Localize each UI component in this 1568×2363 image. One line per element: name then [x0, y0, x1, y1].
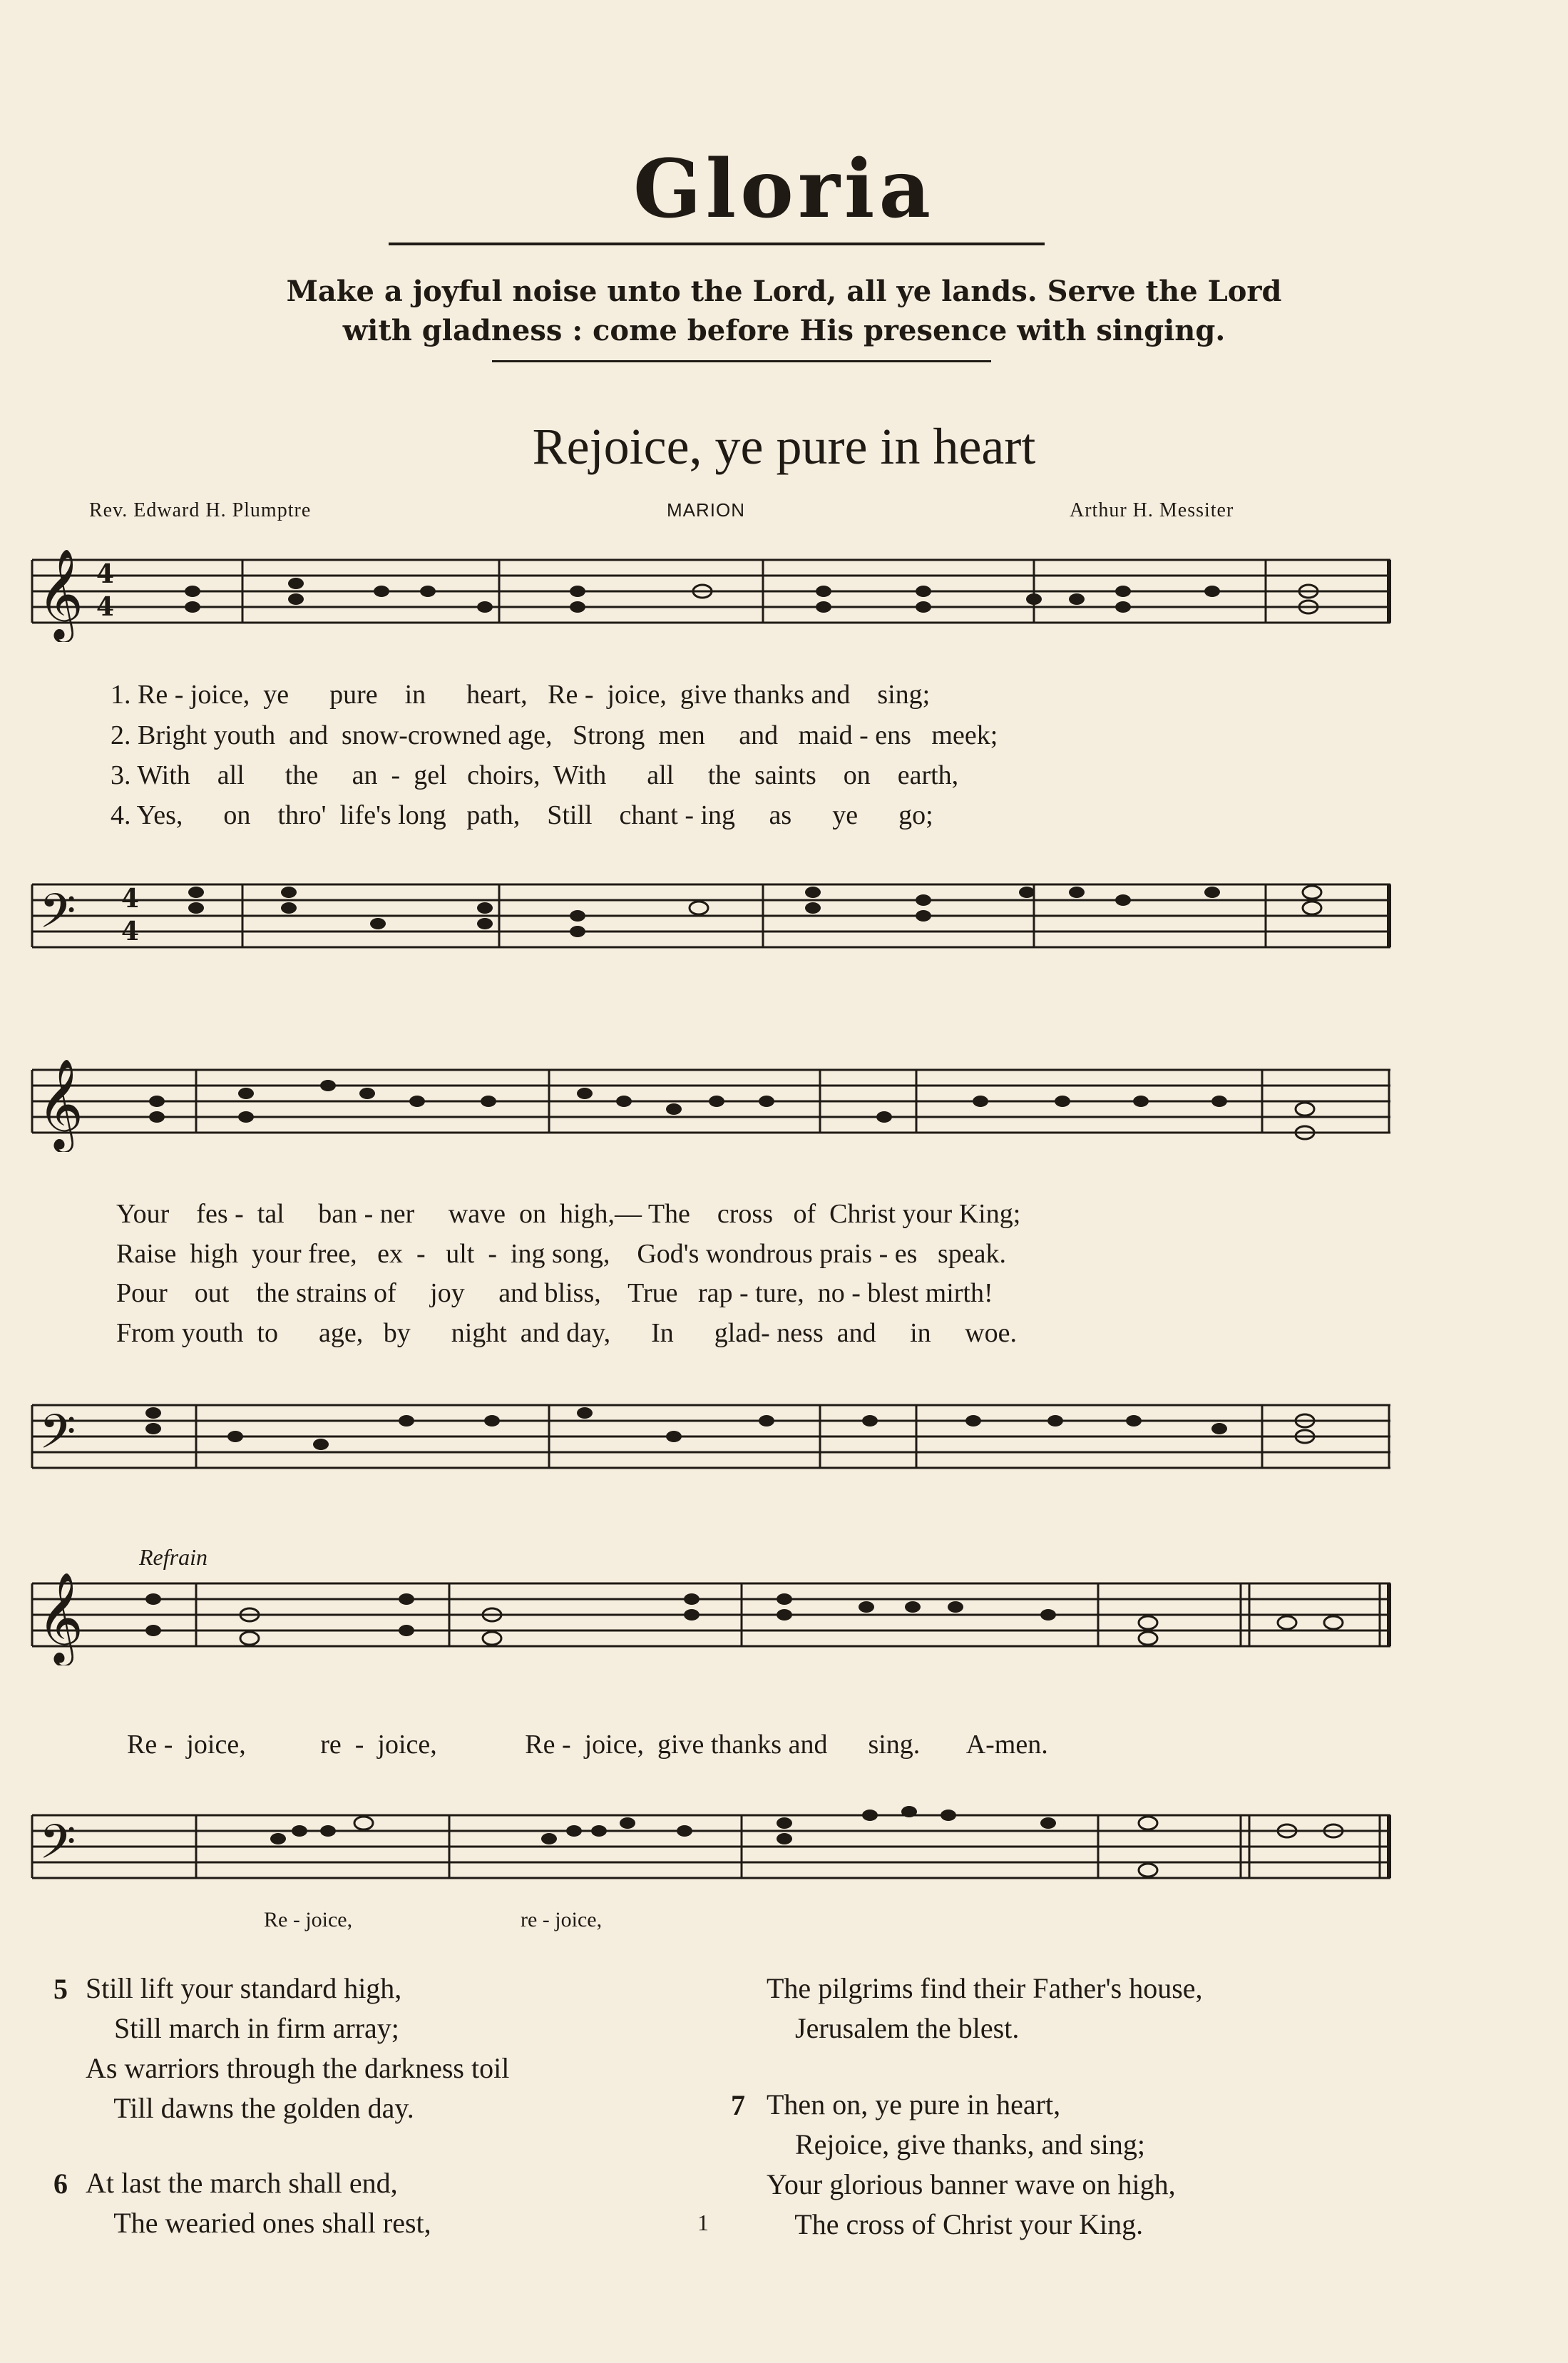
svg-text:4: 4 [121, 917, 140, 946]
verse7: Then on, ye pure in heart, Rejoice, give thanks, and sing; Your glorious banner wave on high, The cross of Christ your King. [767, 2088, 1176, 2240]
hymn-title: Rejoice, ye pure in heart [532, 418, 1036, 475]
verse4-lyrics-line2: From youth to age, by night and day, In glad- ness and in woe. [116, 1318, 1017, 1348]
verse4-lyrics: 4. Yes, on thro' life's long path, Still chant - ing as ye go; [111, 800, 933, 830]
bass-staff-2 [21, 1394, 1398, 1487]
title-rule [389, 243, 1045, 245]
verse5: Still lift your standard high, Still march in firm array; As warriors through the darkness toil Till dawns the golden day. [86, 1972, 510, 2124]
svg-text:𝄢: 𝄢 [39, 1815, 76, 1881]
verse1-lyrics-line2: Your fes - tal ban - ner wave on high,— The cross of Christ your King; [116, 1199, 1021, 1229]
refrain-lyrics: Re - joice, re - joice, Re - joice, give thanks and sing. A-men. [127, 1730, 1048, 1760]
verse2-lyrics-line2: Raise high your free, ex - ult - ing song, God's wondrous prais - es speak. [116, 1239, 1006, 1269]
bass-staff-3 [21, 1805, 1398, 1897]
svg-text:4: 4 [96, 559, 115, 589]
tune-name: MARION [667, 499, 745, 521]
svg-text:4: 4 [96, 592, 115, 622]
verse6: At last the march shall end, The wearied ones shall rest, [86, 2167, 431, 2239]
page-number: 1 [697, 2210, 709, 2235]
svg-text:𝄞: 𝄞 [37, 1059, 84, 1149]
verse6-number: 6 [53, 2168, 68, 2200]
svg-text:𝄞: 𝄞 [37, 1573, 84, 1663]
refrain-label: Refrain [139, 1544, 207, 1570]
bass-staff-1 [21, 874, 1398, 966]
svg-text:𝄢: 𝄢 [39, 884, 76, 950]
treble-staff-2 [21, 1059, 1398, 1152]
verse6-continued: The pilgrims find their Father's house, Jerusalem the blest. [767, 1972, 1203, 2044]
verse7-number: 7 [731, 2089, 745, 2121]
svg-text:𝄢: 𝄢 [39, 1404, 76, 1471]
epigraph-line-1: Make a joyful noise unto the Lord, all ye lands. Serve the Lord [286, 275, 1282, 308]
verse2-lyrics: 2. Bright youth and snow-crowned age, Strong men and maid - ens meek; [111, 720, 998, 750]
hymn-author: Rev. Edward H. Plumptre [89, 499, 312, 521]
verse3-lyrics-line2: Pour out the strains of joy and bliss, True rap - ture, no - blest mirth! [116, 1278, 993, 1308]
epigraph-rule [492, 360, 991, 362]
hymn-composer: Arthur H. Messiter [1070, 499, 1234, 521]
page-title: Gloria [632, 143, 936, 236]
treble-staff-1 [21, 549, 1398, 642]
bass-cue-1: Re - joice, [264, 1908, 353, 1931]
bass-cue-2: re - joice, [521, 1908, 603, 1931]
verse1-lyrics: 1. Re - joice, ye pure in heart, Re - joice, give thanks and sing; [111, 680, 931, 710]
treble-staff-3 [21, 1573, 1398, 1665]
verse3-lyrics: 3. With all the an - gel choirs, With all the saints on earth, [111, 760, 959, 790]
verse5-number: 5 [53, 1973, 68, 2005]
svg-text:𝄞: 𝄞 [37, 549, 84, 639]
svg-text:4: 4 [121, 884, 140, 914]
epigraph-line-2: with gladness : come before His presence with singing. [342, 314, 1226, 347]
